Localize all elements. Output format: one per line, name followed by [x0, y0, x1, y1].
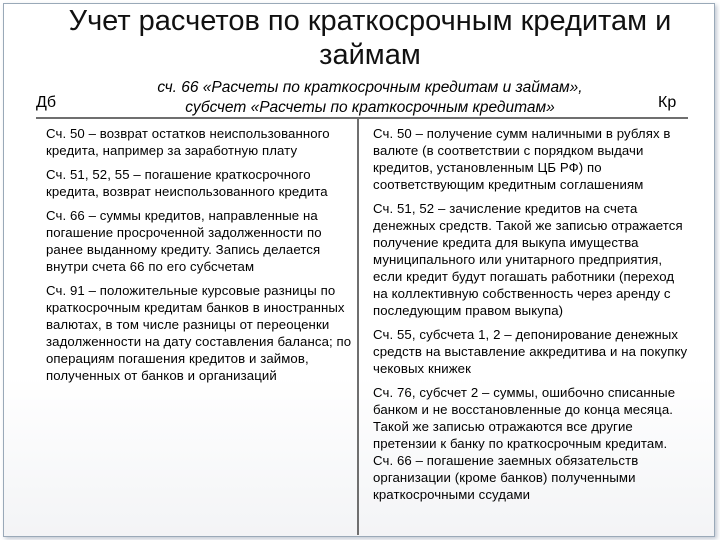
subtitle-line-1: сч. 66 «Расчеты по краткосрочным кредитам и займам»,	[157, 79, 583, 96]
debit-entry: Сч. 66 – суммы кредитов, направленные на погашение просроченной задолженности по ранее выданному кредиту. Запись делается внутри счета 66 по его субсчетам	[46, 208, 322, 274]
debit-entry: Сч. 91 – положительные курсовые разницы по краткосрочным кредитам банков в иностранных валютах, в том числе разницы от переоценки задолженности на дату составления баланса; по операциям погашения кредитов и займов, полученных от банков и организаций	[46, 283, 352, 383]
credit-column	[373, 125, 689, 510]
account-subtitle	[150, 78, 590, 118]
debit-entry: Сч. 50 – возврат остатков неиспользованного кредита, например за заработную плату	[46, 126, 330, 158]
debit-entry: Сч. 51, 52, 55 – погашение краткосрочного кредита, возврат неиспользованного кредита	[46, 167, 328, 199]
credit-label: Кр	[658, 94, 677, 111]
debit-column	[46, 125, 352, 391]
t-account-horizontal-line	[36, 117, 688, 119]
credit-entry: Сч. 66 – погашение заемных обязательств организации (кроме банков) полученными краткосрочными ссудами	[373, 453, 639, 502]
t-account-vertical-line	[357, 119, 359, 535]
slide-title: Учет расчетов по краткосрочным кредитам и займам	[68, 5, 672, 71]
debit-label: Дб	[36, 94, 56, 111]
subtitle-line-2: субсчет «Расчеты по краткосрочным кредитам»	[185, 99, 555, 116]
credit-entry: Сч. 76, субсчет 2 – суммы, ошибочно списанные банком и не восстановленные до конца месяца. Такой же записью отражаются все другие претензии к банку по краткосрочным кредитам.	[373, 385, 676, 451]
credit-entry: Сч. 51, 52 – зачисление кредитов на счета денежных средств. Такой же записью отражается получение кредита для выкупа имущества муниципального или унитарного предприятия, если кредит будут погашать работники (переход на коллективную собственность через аренду с последующим правом выкупа)	[373, 201, 683, 318]
credit-entry: Сч. 55, субсчета 1, 2 – депонирование денежных средств на выставление аккредитива и на покупку чековых книжек	[373, 327, 688, 376]
credit-entry: Сч. 50 – получение сумм наличными в рублях в валюте (в соответствии с порядком выдачи кредитов, установленным ЦБ РФ) по соответствующим кредитным соглашениям	[373, 126, 671, 192]
